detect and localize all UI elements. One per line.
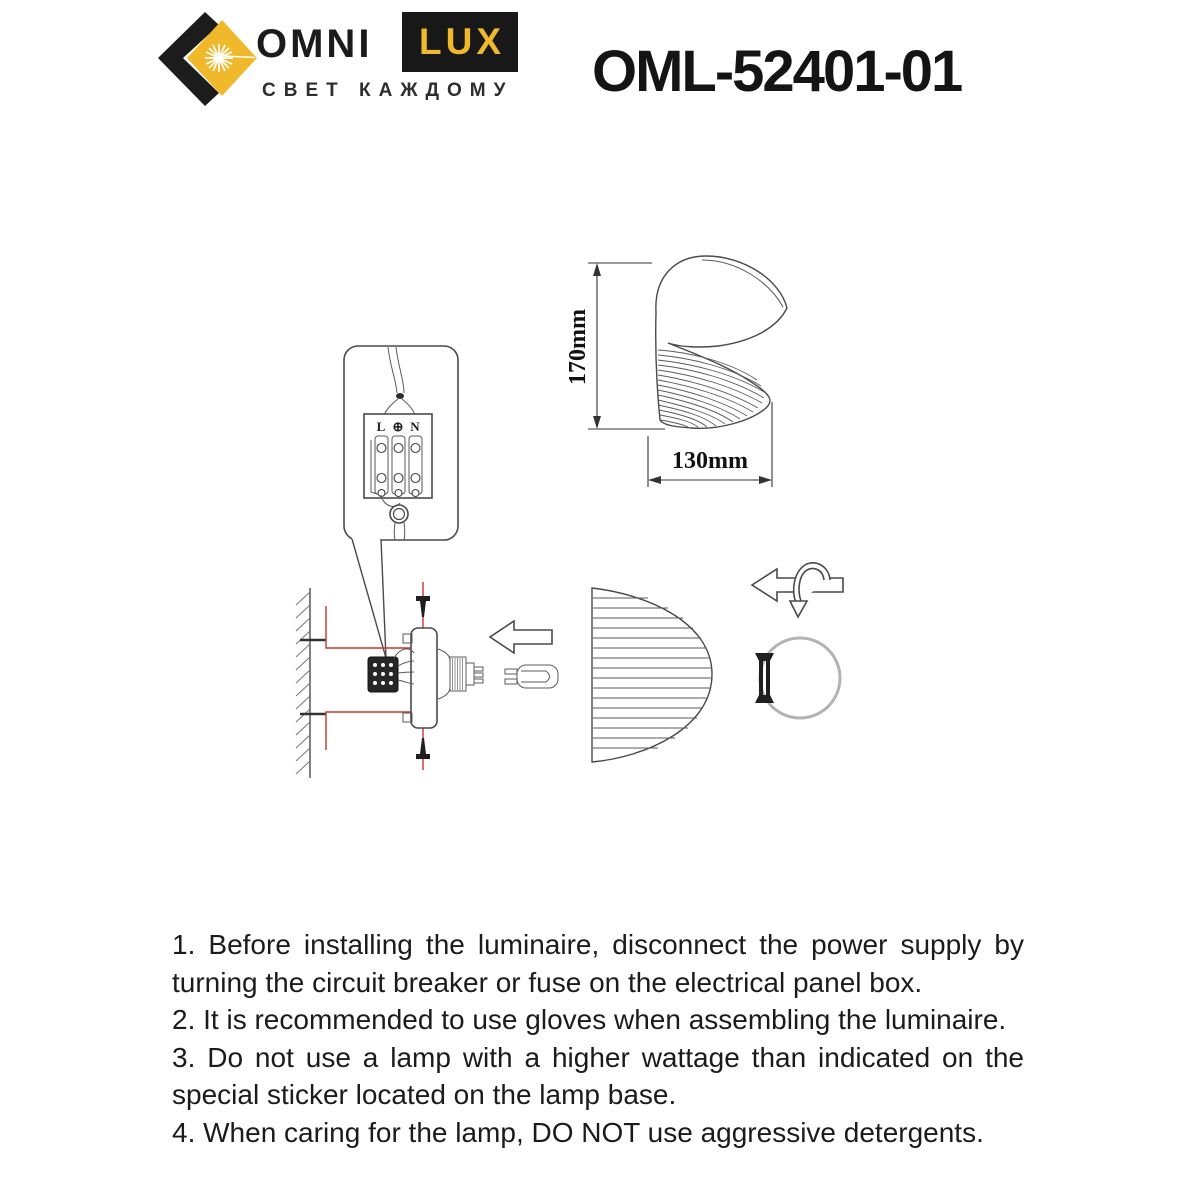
mounting-plate [411,628,437,728]
shade-front-ring [755,638,840,718]
height-dimension [565,263,665,429]
junction-box-callout [344,346,458,658]
brand-tagline: СВЕТ КАЖДОМУ [262,80,514,101]
rotate-arrow-icon [752,563,843,617]
shade-side-ribs [593,598,712,748]
model-number: OML-52401-01 [592,39,962,104]
terminal-label-l: L [376,419,386,434]
height-dimension-label: 170mm [565,309,591,385]
insert-arrow-icon [490,621,552,653]
instructions-list [172,926,1024,1151]
shade-dimension-diagram [565,256,787,487]
terminal-label-ground: ⊕ [392,419,404,434]
wall-mount-diagram [296,582,483,778]
instruction-item-3: 3. Do not use a lamp with a higher wattage than indicated on the special sticker located on the lamp base. [172,1041,1024,1110]
clamp-icon [755,653,774,703]
instruction-item-2: 2. It is recommended to use gloves when assembling the luminaire. [172,1004,1007,1035]
width-dimension [648,402,772,487]
brand-name: OMNI [256,22,373,66]
shade-side-view [592,588,712,762]
width-dimension-label: 130mm [672,448,748,474]
shade-ribs [658,350,764,427]
screw-bottom-icon [416,738,430,759]
terminal-block-small [368,657,398,692]
instruction-item-4: 4. When caring for the lamp, DO NOT use aggressive detergents. [172,1116,984,1148]
halogen-bulb-icon [505,665,558,688]
wall-hatching [296,592,310,774]
brand-lux-box: LUX [402,12,518,72]
terminal-label-n: N [410,419,420,434]
instruction-item-1: 1. Before installing the luminaire, disconnect the power supply by turning the circuit breaker or fuse on the electrical panel box. [172,929,1024,998]
screw-top-icon [416,596,430,617]
lamp-socket [438,649,483,699]
